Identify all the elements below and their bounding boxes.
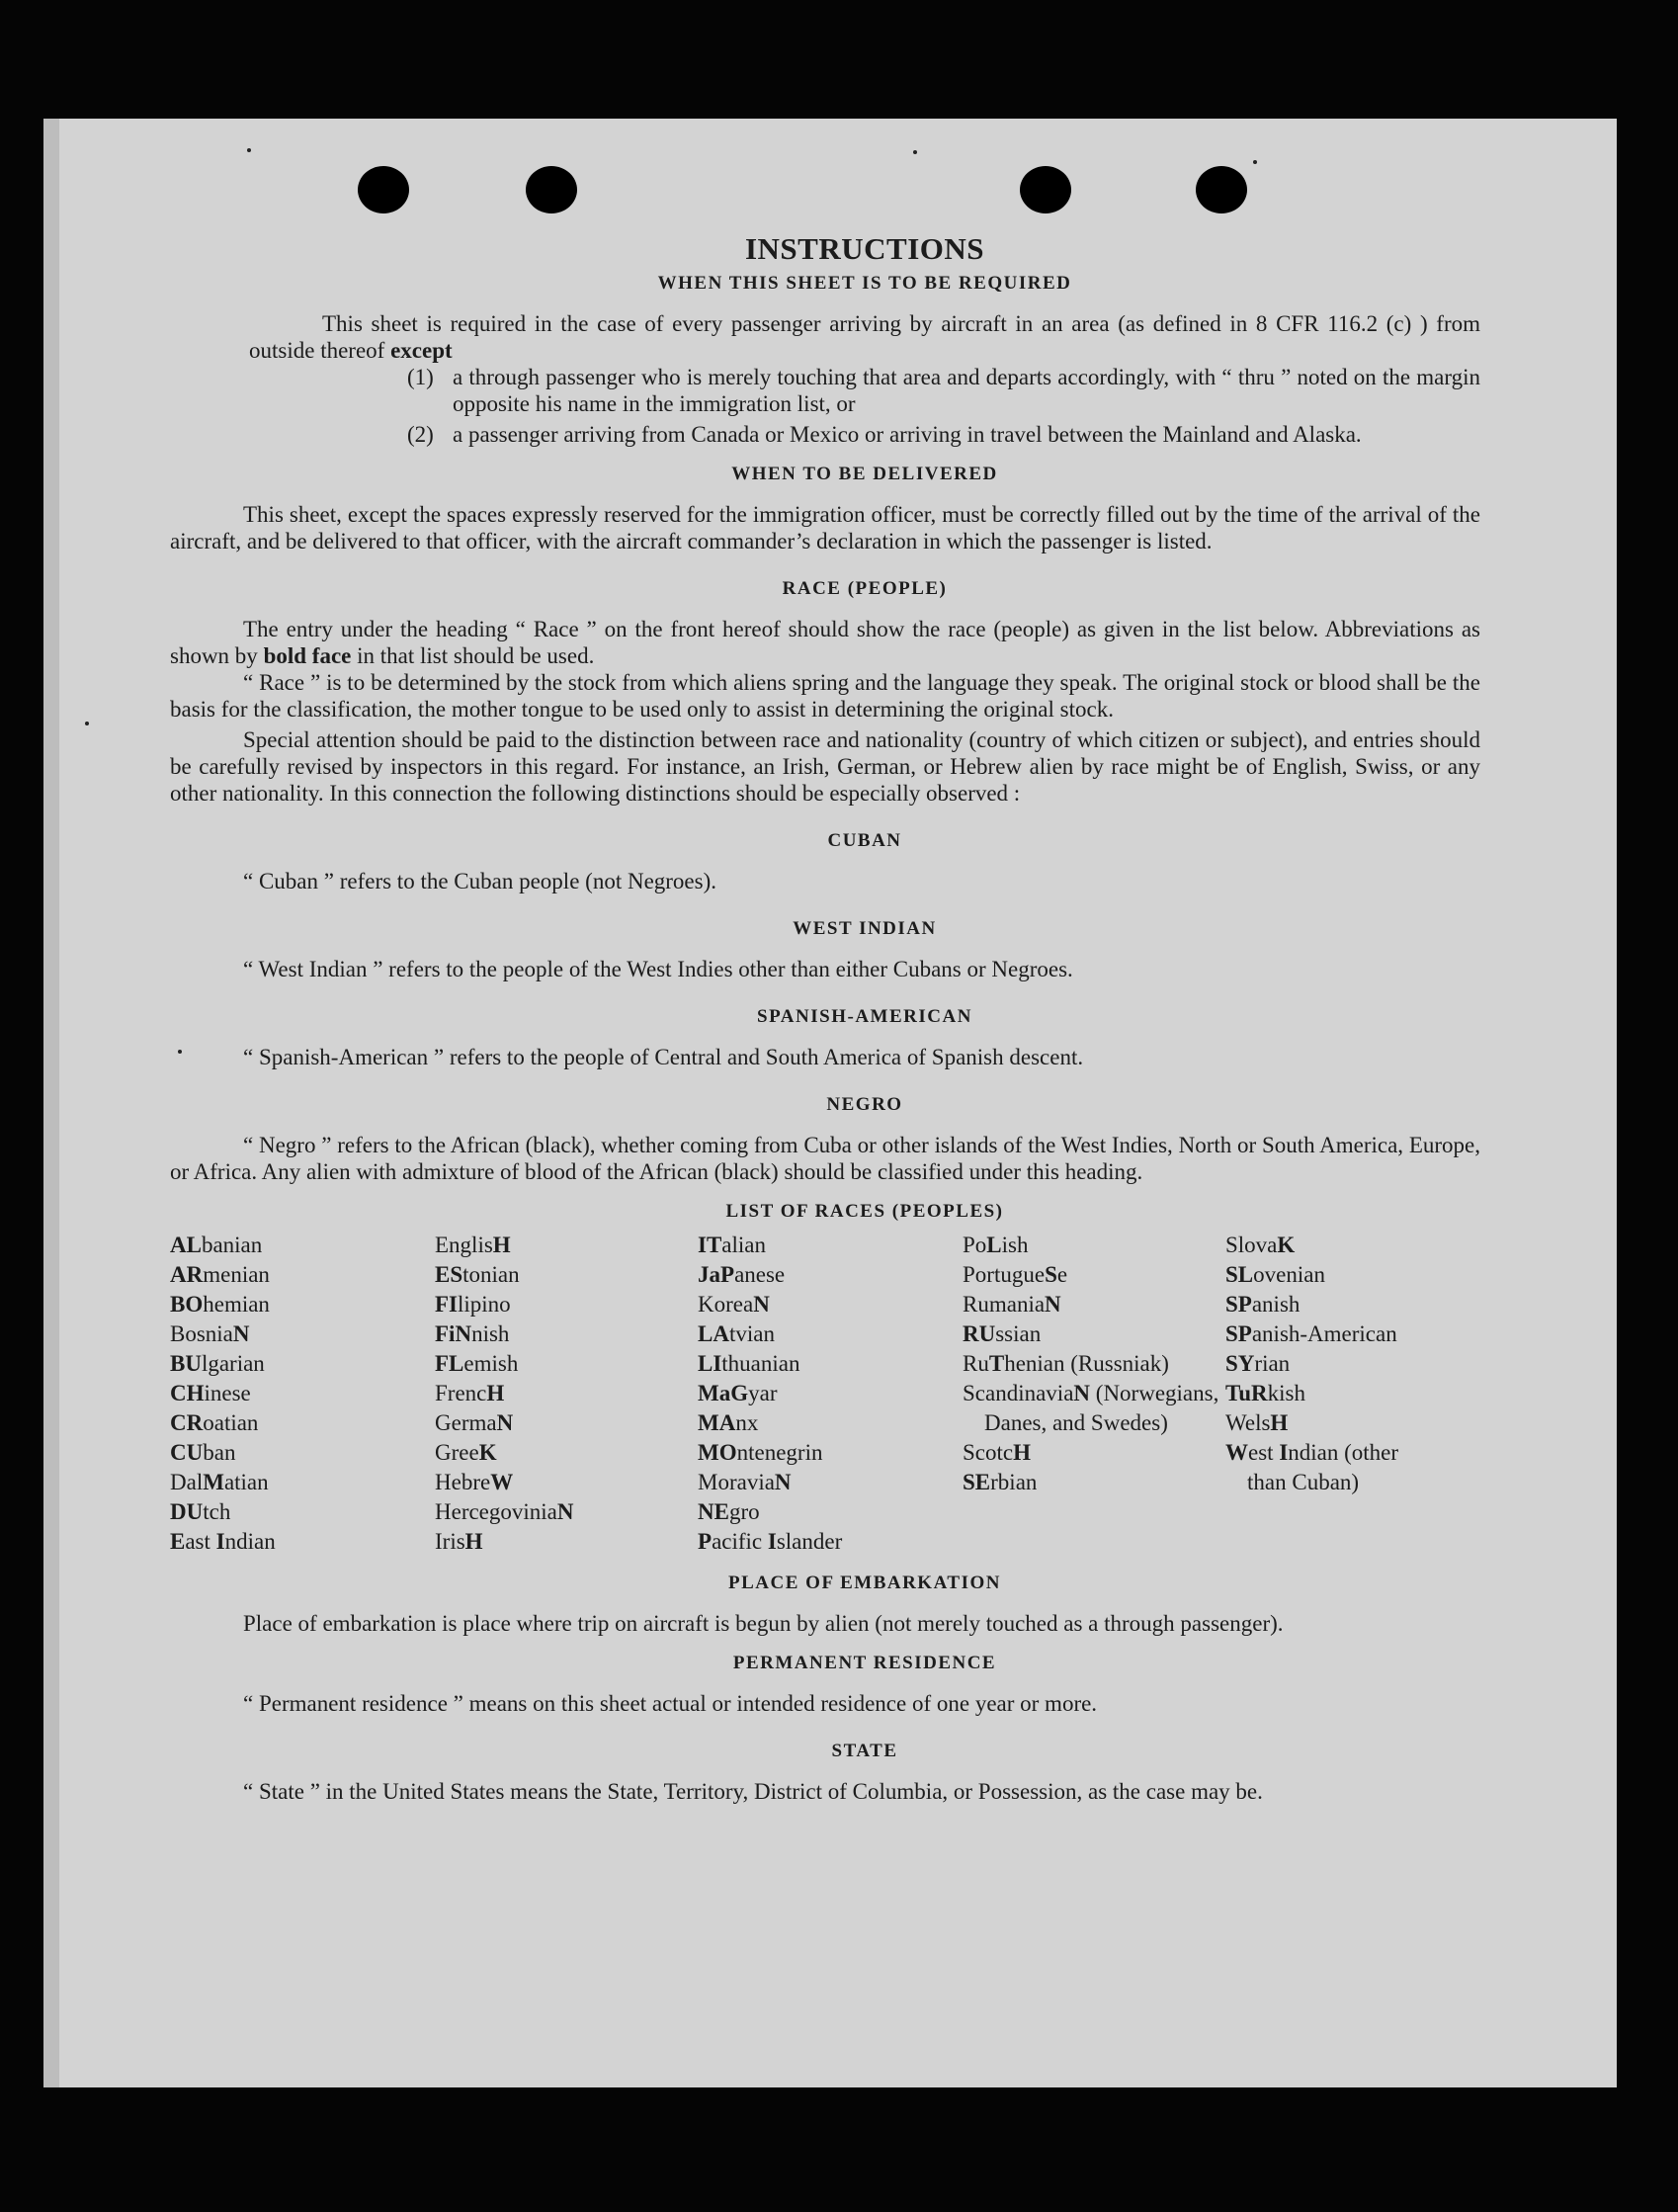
page-title: INSTRUCTIONS bbox=[744, 231, 984, 266]
race-entry: Pacific Islander bbox=[698, 1529, 843, 1554]
section-heading-list-of-races: LIST OF RACES (PEOPLES) bbox=[725, 1201, 1004, 1222]
race-entry: DUtch bbox=[170, 1499, 231, 1524]
race-entry: DalMatian bbox=[170, 1470, 269, 1494]
race-entry: CHinese bbox=[170, 1381, 251, 1405]
section-heading-negro: NEGRO bbox=[826, 1094, 903, 1115]
when-required-intro: This sheet is required in the case of every passenger arriving by aircraft in an area (as defined in 8 CFR 116.2 (c) ) from outside thereof except bbox=[249, 311, 1480, 363]
race-entry: JaPanese bbox=[698, 1262, 786, 1287]
race-entry: RumaniaN bbox=[963, 1292, 1061, 1317]
race-entry: TuRkish bbox=[1225, 1381, 1305, 1405]
race-entry: EnglisH bbox=[435, 1233, 511, 1257]
west-indian-text: “ West Indian ” refers to the people of the West Indies other than either Cubans or Negroes. bbox=[243, 957, 1073, 981]
state-text: “ State ” in the United States means the State, Territory, District of Columbia, or Possession, as the case may be. bbox=[243, 1779, 1263, 1804]
race-entry: FIlipino bbox=[435, 1292, 511, 1317]
embarkation-text: Place of embarkation is place where trip on aircraft is begun by alien (not merely touched as a through passenger). bbox=[243, 1611, 1284, 1636]
race-entry: BosniaN bbox=[170, 1321, 250, 1346]
cuban-text: “ Cuban ” refers to the Cuban people (not Negroes). bbox=[243, 869, 717, 893]
race-entry: HercegoviniaN bbox=[435, 1499, 574, 1524]
speck bbox=[913, 150, 917, 154]
race-entry: FLemish bbox=[435, 1351, 519, 1376]
race-entry: SlovaK bbox=[1225, 1233, 1296, 1257]
speck bbox=[247, 148, 251, 152]
race-entry: PortugueSe bbox=[963, 1262, 1068, 1287]
race-entry: GreeK bbox=[435, 1440, 497, 1465]
race-entry: SPanish-American bbox=[1225, 1321, 1397, 1346]
race-entry: EStonian bbox=[435, 1262, 520, 1287]
exception-item: (1) a through passenger who is merely touching that area and departs accordingly, with “ thru ” noted on the margin opposite his name in the immigration list, or bbox=[407, 365, 1480, 416]
when-delivered-text: This sheet, except the spaces expressly reserved for the immigration officer, must be correctly filled out by the time of the arrival of the aircraft, and be delivered to that officer, with the aircraft commander’s declaration in which the passenger is listed. bbox=[170, 502, 1480, 553]
permanent-residence-text: “ Permanent residence ” means on this sheet actual or intended residence of one year or more. bbox=[243, 1691, 1098, 1716]
negro-text: “ Negro ” refers to the African (black), whether coming from Cuba or other islands of the West Indies, North or South America, Europe, or Africa. Any alien with admixture of blood of the African (black) should be classified under this heading. bbox=[170, 1133, 1480, 1184]
race-list bbox=[170, 1231, 1480, 1557]
speck bbox=[1253, 160, 1257, 164]
race-entry: PoLish bbox=[963, 1233, 1029, 1257]
race-entry: RuThenian (Russniak) bbox=[963, 1351, 1169, 1376]
race-entry: KoreaN bbox=[698, 1292, 770, 1317]
punch-hole bbox=[1196, 166, 1247, 213]
race-entry: SPanish bbox=[1225, 1292, 1300, 1317]
section-heading-embarkation: PLACE OF EMBARKATION bbox=[728, 1573, 1001, 1593]
section-heading-when-required: WHEN THIS SHEET IS TO BE REQUIRED bbox=[657, 273, 1072, 294]
speck bbox=[85, 722, 89, 725]
race-column bbox=[963, 1231, 1225, 1557]
exception-item: (2) a passenger arriving from Canada or Mexico or arriving in travel between the Mainland and Alaska. bbox=[407, 422, 1362, 447]
race-entry: RUssian bbox=[963, 1321, 1042, 1346]
section-heading-race: RACE (PEOPLE) bbox=[782, 578, 948, 599]
section-heading-state: STATE bbox=[831, 1741, 898, 1761]
race-entry: MOntenegrin bbox=[698, 1440, 823, 1465]
race-paragraph-3: Special attention should be paid to the distinction between race and nationality (country of which citizen or subject), and entries should be carefully revised by inspectors in this regard. For instance, an Irish, German, or Hebrew alien by race might be of English, Swiss, or any other nationality. In this connection the following distinctions should be especially observed : bbox=[170, 727, 1480, 806]
race-entry: LAtvian bbox=[698, 1321, 775, 1346]
race-column bbox=[435, 1231, 698, 1557]
race-entry: MaGyar bbox=[698, 1381, 778, 1405]
section-heading-when-delivered: WHEN TO BE DELIVERED bbox=[731, 464, 998, 484]
race-entry: LIthuanian bbox=[698, 1351, 800, 1376]
race-entry: GermaN bbox=[435, 1410, 514, 1435]
spanish-american-text: “ Spanish-American ” refers to the people of Central and South America of Spanish descent. bbox=[243, 1045, 1084, 1069]
race-entry: MoraviaN bbox=[698, 1470, 792, 1494]
race-entry: FiNnish bbox=[435, 1321, 510, 1346]
race-paragraph-1: The entry under the heading “ Race ” on the front hereof should show the race (people) as given in the list below. Abbreviations as shown by bold face in that list should be used. bbox=[170, 617, 1480, 668]
race-entry: IrisH bbox=[435, 1529, 483, 1554]
instructions-content bbox=[170, 229, 1480, 1989]
race-entry: BOhemian bbox=[170, 1292, 270, 1317]
race-entry: BUlgarian bbox=[170, 1351, 265, 1376]
race-column bbox=[698, 1231, 963, 1557]
race-entry: ALbanian bbox=[170, 1233, 263, 1257]
race-entry: West Indian (other than Cuban) bbox=[1225, 1440, 1399, 1494]
race-entry: FrencH bbox=[435, 1381, 505, 1405]
race-entry: SErbian bbox=[963, 1470, 1038, 1494]
race-column bbox=[170, 1231, 435, 1557]
race-entry: ITalian bbox=[698, 1233, 766, 1257]
section-heading-west-indian: WEST INDIAN bbox=[793, 918, 937, 939]
race-entry: CUban bbox=[170, 1440, 236, 1465]
race-entry: WelsH bbox=[1225, 1410, 1289, 1435]
race-column bbox=[1225, 1231, 1423, 1557]
race-entry: East Indian bbox=[170, 1529, 276, 1554]
race-entry: ScandinaviaN (Norwegians, Danes, and Swedes) bbox=[963, 1381, 1219, 1435]
race-paragraph-2: “ Race ” is to be determined by the stock from which aliens spring and the language they speak. The original stock or blood shall be the basis for the classification, the mother tongue to be used only to assist in determining the original stock. bbox=[170, 670, 1480, 722]
race-entry: SYrian bbox=[1225, 1351, 1291, 1376]
section-heading-spanish-american: SPANISH-AMERICAN bbox=[757, 1006, 972, 1027]
section-heading-permanent-residence: PERMANENT RESIDENCE bbox=[732, 1653, 997, 1673]
race-entry: HebreW bbox=[435, 1470, 514, 1494]
section-heading-cuban: CUBAN bbox=[827, 830, 902, 851]
punch-hole bbox=[1020, 166, 1071, 213]
race-entry: SLovenian bbox=[1225, 1262, 1325, 1287]
punch-hole bbox=[526, 166, 577, 213]
race-entry: CRoatian bbox=[170, 1410, 259, 1435]
punch-hole bbox=[358, 166, 409, 213]
race-entry: MAnx bbox=[698, 1410, 759, 1435]
race-entry: ARmenian bbox=[170, 1262, 270, 1287]
race-entry: NEgro bbox=[698, 1499, 760, 1524]
race-entry: ScotcH bbox=[963, 1440, 1031, 1465]
